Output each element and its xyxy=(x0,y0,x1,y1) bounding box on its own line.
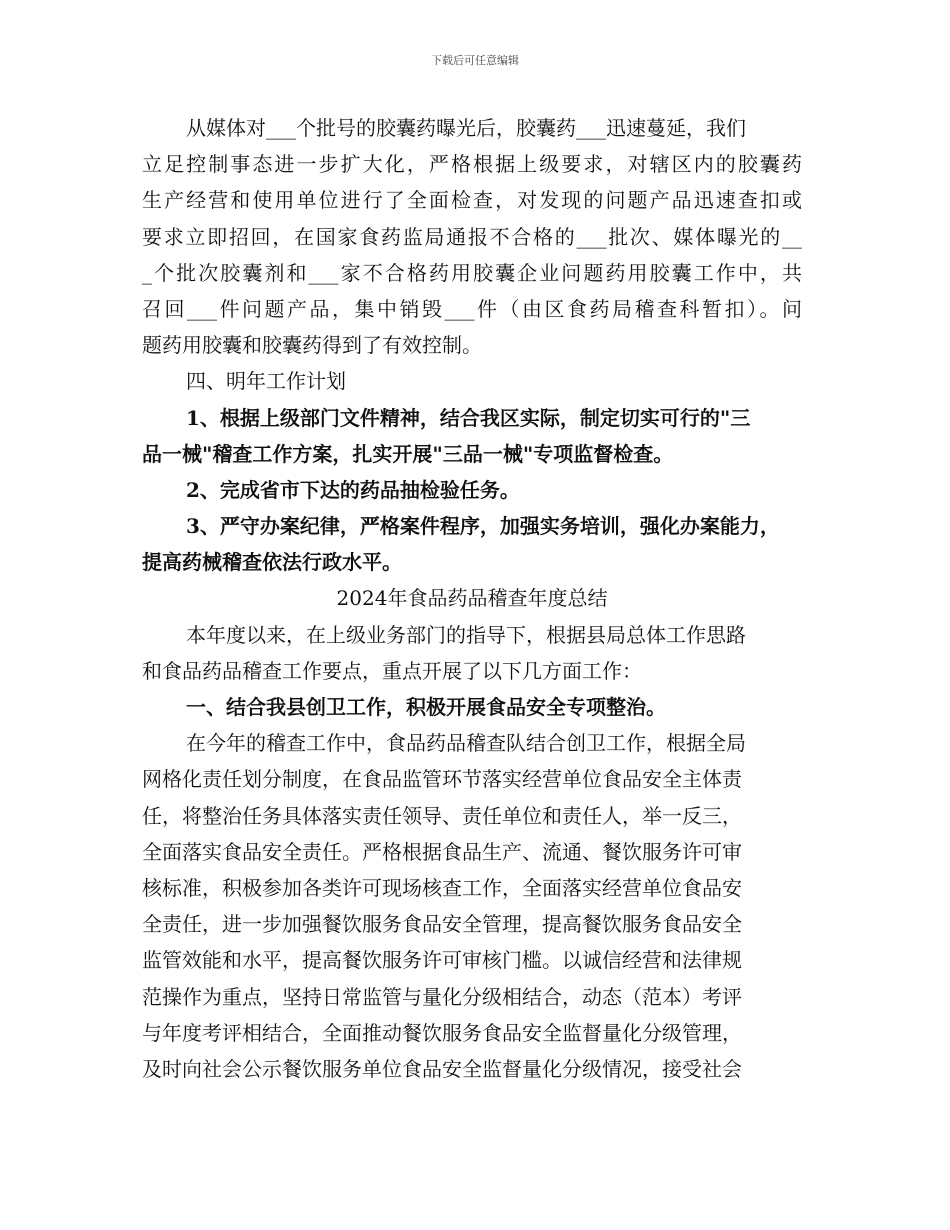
paragraph-line: 本年度以来，在上级业务部门的指导下，根据县局总体工作思路 xyxy=(186,622,746,647)
paragraph-line: 和食品药品稽查工作要点，重点开展了以下几方面工作： xyxy=(142,658,642,683)
paragraph-line: 要求立即招回，在国家食药监局通报不合格的___批次、媒体曝光的__ xyxy=(142,224,802,249)
paragraph-line: 在今年的稽查工作中，食品药品稽查队结合创卫工作，根据全局 xyxy=(186,731,746,756)
section-heading: 一、结合我县创卫工作，积极开展食品安全专项整治。 xyxy=(186,695,666,719)
paragraph-line: 任，将整治任务具体落实责任领导、责任单位和责任人，举一反三， xyxy=(142,803,742,828)
paragraph-line: 从媒体对___个批号的胶囊药曝光后，胶囊药___迅速蔓延，我们 xyxy=(186,116,746,140)
document-title: 2024年食品药品稽查年度总结 xyxy=(336,586,608,611)
paragraph-line: 立足控制事态进一步扩大化，严格根据上级要求，对辖区内的胶囊药 xyxy=(142,152,802,177)
paragraph-line: _个批次胶囊剂和___家不合格药用胶囊企业问题药用胶囊工作中，共 xyxy=(142,260,802,285)
paragraph-line: 网格化责任划分制度，在食品监管环节落实经营单位食品安全主体责 xyxy=(142,767,742,792)
plan-item-line: 品一械"稽查工作方案，扎实开展"三品一械"专项监督检查。 xyxy=(142,441,674,466)
section-heading: 四、明年工作计划 xyxy=(186,369,346,394)
paragraph-line: 监管效能和水平，提高餐饮服务许可审核门槛。以诚信经营和法律规 xyxy=(142,948,742,973)
paragraph-line: 核标准，积极参加各类许可现场核查工作，全面落实经营单位食品安 xyxy=(142,875,742,900)
paragraph-line: 及时向社会公示餐饮服务单位食品安全监督量化分级情况，接受社会 xyxy=(142,1056,742,1081)
document-body xyxy=(142,110,802,1087)
page-header: 下载后可任意编辑 xyxy=(431,54,519,67)
paragraph-line: 题药用胶囊和胶囊药得到了有效控制。 xyxy=(142,333,482,358)
plan-item-line: 提高药械稽查依法行政水平。 xyxy=(142,550,402,575)
paragraph-line: 全面落实食品安全责任。严格根据食品生产、流通、餐饮服务许可审 xyxy=(142,839,742,864)
plan-item-line: 2、完成省市下达的药品抽检验任务。 xyxy=(186,477,520,502)
paragraph-line: 召回___件问题产品，集中销毁___件（由区食药局稽查科暂扣）。问 xyxy=(142,296,802,321)
paragraph-line: 全责任，进一步加强餐饮服务食品安全管理，提高餐饮服务食品安全 xyxy=(142,912,742,937)
paragraph-line: 与年度考评相结合，全面推动餐饮服务食品安全监督量化分级管理， xyxy=(142,1020,742,1045)
paragraph-line: 范操作为重点，坚持日常监管与量化分级相结合，动态（范本）考评 xyxy=(142,984,742,1009)
plan-item-line: 1、根据上级部门文件精神，结合我区实际，制定切实可行的"三 xyxy=(186,405,751,430)
paragraph-line: 生产经营和使用单位进行了全面检查，对发现的问题产品迅速查扣或 xyxy=(142,188,802,213)
plan-item-line: 3、严守办案纪律，严格案件程序，加强实务培训，强化办案能力， xyxy=(186,514,780,539)
